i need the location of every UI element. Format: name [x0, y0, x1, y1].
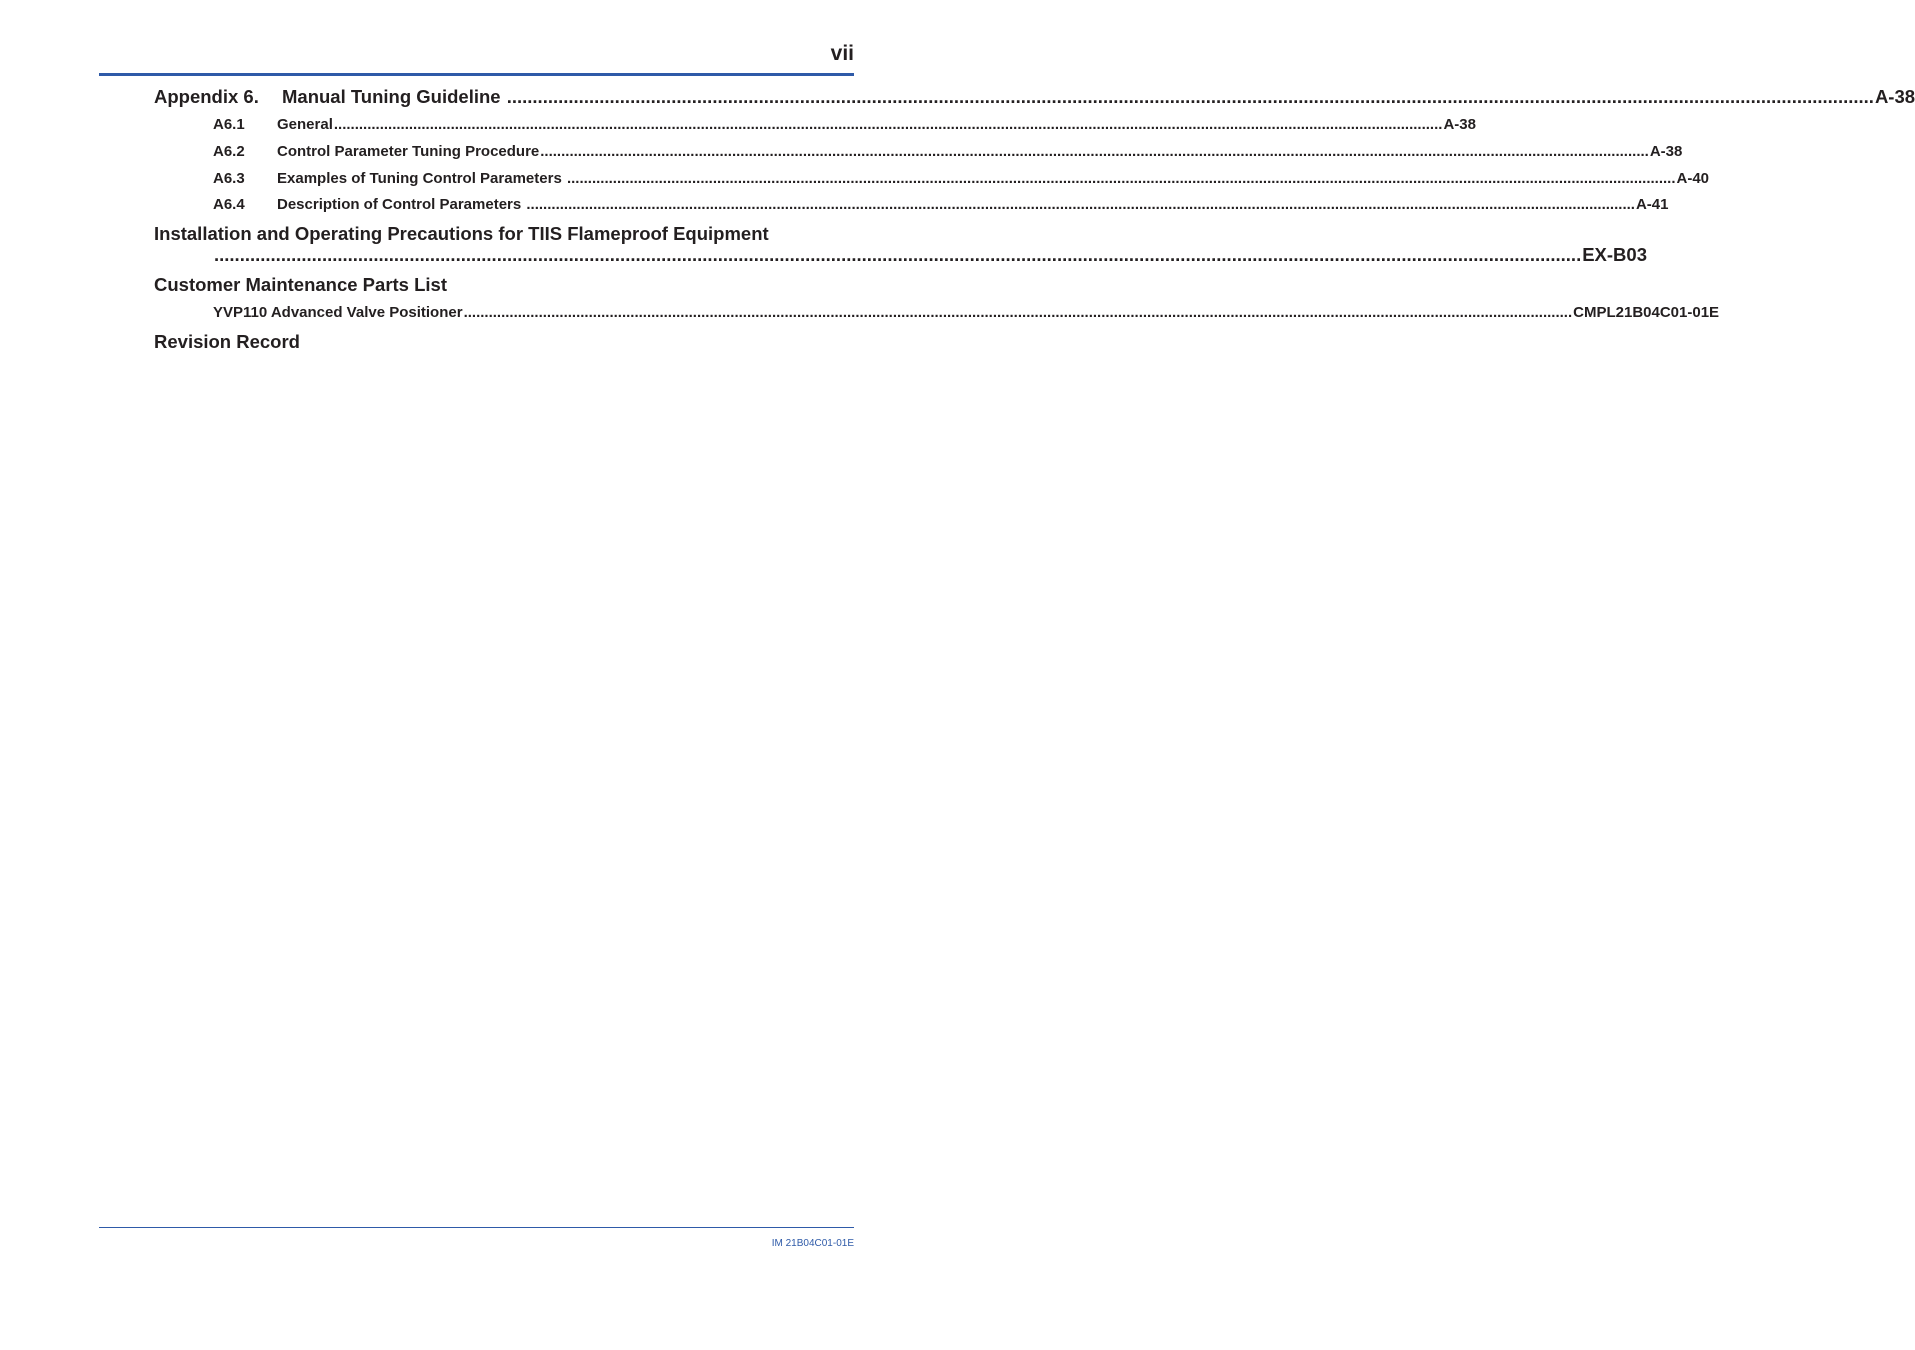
- toc-entry-number: A6.3: [213, 170, 245, 187]
- toc-entry-title: YVP110 Advanced Valve Positioner: [213, 304, 463, 321]
- dot-leader: ..........................................................................................................................................................................................................................................................................: [526, 196, 1635, 213]
- toc-entry-title: Manual Tuning Guideline: [282, 86, 501, 107]
- toc-entry-appendix-6[interactable]: [154, 86, 1915, 108]
- toc-entry-a6-2[interactable]: [213, 143, 1683, 160]
- toc-entry-title: General: [277, 116, 333, 133]
- toc-entry-number: A6.4: [213, 196, 245, 213]
- dot-leader: ..........................................................................................................................................................................................................................................................................: [566, 170, 1676, 187]
- footer-rule: [99, 1227, 854, 1228]
- dot-leader: ..........................................................................................................................................................................................................................................................................: [540, 143, 1649, 160]
- toc-entry-a6-4[interactable]: [213, 196, 1669, 213]
- document-id: IM 21B04C01-01E: [771, 1238, 854, 1249]
- toc-entry-page: A-38: [1649, 143, 1683, 160]
- header-rule: [99, 73, 854, 76]
- toc-entry-title: Examples of Tuning Control Parameters: [277, 170, 562, 187]
- dot-leader: ..........................................................................................................................................................................................................................................................................: [463, 304, 1573, 321]
- toc-entry-page: A-38: [1874, 86, 1915, 107]
- toc-entry-page: A-40: [1676, 170, 1710, 187]
- toc-entry-a6-1[interactable]: [213, 116, 1476, 133]
- toc-entry-page: A-41: [1635, 196, 1669, 213]
- dot-leader: ..........................................................................................................................................................................................................................................................................: [214, 244, 1582, 265]
- toc-entry-number: Appendix 6.: [154, 86, 259, 107]
- page-number: vii: [830, 42, 854, 65]
- dot-leader: ..........................................................................................................................................................................................................................................................................: [333, 116, 1443, 133]
- toc-entry-number: A6.1: [213, 116, 245, 133]
- toc-entry-title: Description of Control Parameters: [277, 196, 522, 213]
- toc-heading-revision-record[interactable]: Revision Record: [154, 331, 300, 352]
- toc-entry-number: A6.2: [213, 143, 245, 160]
- toc-entry-yvp110[interactable]: [213, 304, 1720, 321]
- toc-entry-a6-3[interactable]: [213, 170, 1710, 187]
- toc-entry-page: CMPL21B04C01-01E: [1573, 304, 1720, 321]
- toc-entry-page: EX-B03: [1582, 244, 1647, 265]
- toc-entry-tiis-title[interactable]: Installation and Operating Precautions for TIIS Flameproof Equipment: [154, 223, 769, 244]
- toc-entry-page: A-38: [1443, 116, 1476, 133]
- toc-entry-tiis-page-line[interactable]: [213, 244, 1647, 266]
- toc-entry-title: Control Parameter Tuning Procedure: [277, 143, 540, 160]
- toc-heading-parts-list[interactable]: Customer Maintenance Parts List: [154, 274, 447, 295]
- dot-leader: ..........................................................................................................................................................................................................................................................................: [506, 86, 1874, 107]
